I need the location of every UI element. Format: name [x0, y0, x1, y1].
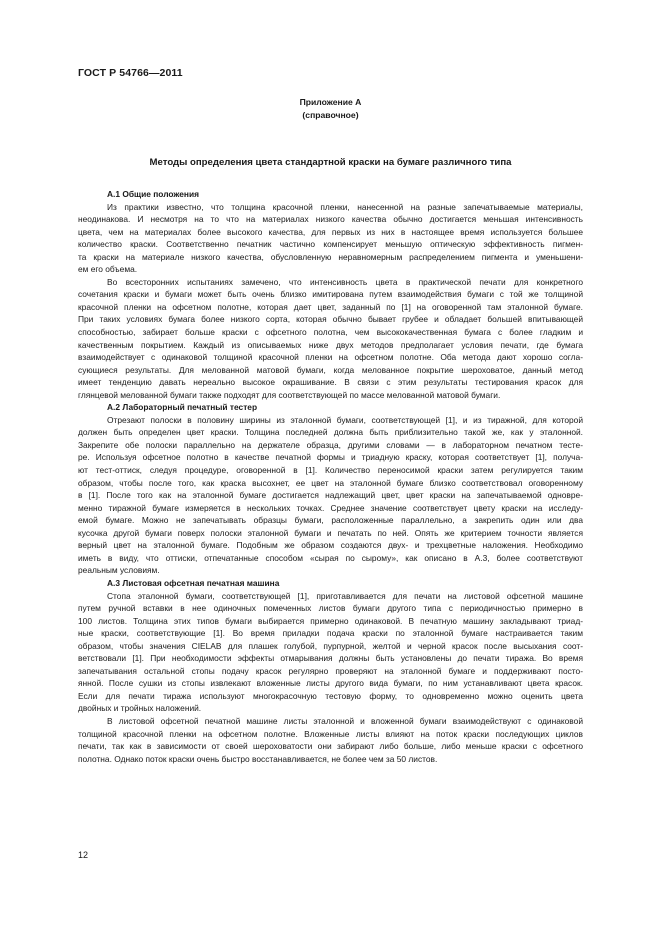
text-line: та краски на материале низкого качества, обусловленную неравномерным распределением пигмента и уменьшени-	[78, 251, 583, 262]
text-line: толщиной красочной пленки на офсетном полотне. Вложенные листы влияют на поток краски последующих циклов	[78, 728, 583, 739]
text-line: кусочка другой бумаги поверх полоски эталонной бумаги и печатать по ней. Опять же критерием точности является	[78, 527, 583, 538]
text-line: При таких условиях бумага более низкого сорта, которая обычно бывает грубее и обладает большей впитывающей	[78, 314, 583, 325]
paragraph	[78, 276, 583, 401]
annex-title: Приложение А	[299, 97, 362, 107]
text-line: путем ручной вставки в нее одиночных помеченных листов бумаги другого типа с периодичностью примерно в	[78, 603, 583, 614]
text-line: количество краски. Соответственно печатник частично компенсирует меньшую оптическую эффективность пигмен-	[78, 239, 583, 250]
text-line: сующиеся результаты. Для мелованной матовой бумаги, когда мелованное покрытие шероховатое, данный метод	[78, 364, 583, 375]
text-line: емой бумаге. Можно не запечатывать образцы бумаги, расположенные параллельно, а закрепить один или два	[78, 515, 583, 526]
text-line: Закрепите обе полоски параллельно на держателе образца, другими словами — в лабораторном печатном тесте-	[78, 439, 583, 450]
text-line: имеет тенденцию давать нереально высокое окрашивание. В связи с этим результаты тестирования красок для	[78, 377, 583, 388]
text-line: Из практики известно, что толщина красочной пленки, нанесенной на разные запечатываемые материалы,	[107, 201, 583, 212]
section-heading: А.3 Листовая офсетная печатная машина	[107, 577, 280, 588]
text-line: Отрезают полоски в половину ширины из эталонной бумаги, соответствующей [1], и из тиражной, для которой	[107, 414, 583, 425]
text-line: способностью, забирает больше краски с офсетного полотна, чем высококачественная бумага с более гладким и	[78, 327, 583, 338]
text-line: красочной пленки на офсетном полотне, которая дает цвет, заданный по [1] на оговоренной там эталонной бумаге.	[78, 301, 583, 312]
annex-heading	[78, 96, 583, 122]
text-line: ют тест-оттиск, следуя процедуре, оговоренной в [1]. Количество переносимой краски затем регулируется таким	[78, 465, 583, 476]
text-line: реальным условиям.	[78, 565, 160, 576]
text-line: 100 листов. Толщина этих типов бумаги выбирается примерно одинаковой. В печатную машину закладывают триад-	[78, 615, 583, 626]
text-line: неодинакова. И несмотря на то что на материалах низкого качества обычно достигается меньшая интенсивность	[78, 214, 583, 225]
text-line: ные краски, соответствующие [1]. Во время приладки подача краски по эталонной бумаге настраивается таким	[78, 628, 583, 639]
document-body	[78, 188, 583, 765]
text-line: верный цвет на эталонной бумаге. Подобным же образом создаются двух- и трехцветные наложения. Необходимо	[78, 540, 583, 551]
annex-main-title: Методы определения цвета стандартной краски на бумаге различного типа	[149, 157, 512, 168]
text-line: печати, так как в зависимости от своей шероховатости они забирают либо больше, либо меньше краски с офсетного	[78, 741, 583, 752]
page-number: 12	[78, 850, 89, 860]
text-line: должен быть определен цвет краски. Толщина последней должна быть приблизительно такой же, как у эталонной.	[78, 427, 583, 438]
text-line: цвета, чем на материалах более высокого качества, для первых из них в настоящее время используется большее	[78, 226, 583, 237]
text-line: ем его объема.	[78, 264, 138, 275]
text-line: В листовой офсетной печатной машине листы эталонной и вложенной бумаги взаимодействуют с одинаковой	[107, 715, 583, 726]
text-line: полотна. Однако поток краски очень быстро восстанавливается, не более чем за 50 листов.	[78, 753, 438, 764]
text-line: Если для печати тиража используют многокрасочную тестовую форму, то одновременно можно оценить цвета	[78, 690, 583, 701]
text-line: Стопа эталонной бумаги, соответствующей [1], приготавливается для печати на листовой офсетной машине	[107, 590, 583, 601]
text-line: качественным покрытием. Каждый из описываемых ниже двух методов предполагает условия печати, где бумага	[78, 339, 583, 350]
annex-note: (справочное)	[302, 110, 359, 120]
text-line: глянцевой мелованной бумаги также подходят для соответствующей по массе мелованной матовой бумаги.	[78, 389, 501, 400]
text-line: Во всесторонних испытаниях замечено, что интенсивность цвета в практической печати для конкретного	[107, 276, 583, 287]
text-line: менно тиражной бумаге измеряется в нескольких точках. Среднее значение соответствует цвету краски на исследу-	[78, 502, 583, 513]
text-line: иметь в виду, что оттиски, отпечатанные способом «сырая по сырому», как описано в А.3, более соответствуют	[78, 552, 583, 563]
text-line: янной. После сушки из стопы извлекают вложенные листы другого вида бумаги, по ним устанавливают цвета красок.	[78, 678, 583, 689]
paragraph	[78, 414, 583, 577]
document-code: ГОСТ Р 54766—2011	[78, 67, 183, 79]
paragraph	[78, 715, 583, 765]
text-line: в [1]. После того как на эталонной бумаге достигается надлежащий цвет, цвет краски на запечатываемой одновре-	[78, 490, 583, 501]
section-heading: А.1 Общие положения	[107, 189, 200, 199]
text-line: сочетания краски и бумаги может быть очень близко имитирована путем взаимодействия бумаги с той же толщиной	[78, 289, 583, 300]
section-heading: А.2 Лабораторный печатный тестер	[107, 402, 258, 413]
text-line: взаимодействует с одинаковой толщиной красочной пленки на офсетном полотне. Оба метода дают хорошо согла-	[78, 352, 583, 363]
paragraph	[78, 201, 583, 276]
text-line: образом, чтобы значения CIELAB для плашек голубой, пурпурной, желтой и черной красок после высыхания соот-	[78, 640, 583, 651]
text-line: образом, чтобы после того, как краска высохнет, ее цвет на эталонной бумаге близко соответствовал оговоренному	[78, 477, 583, 488]
paragraph	[78, 590, 583, 715]
text-line: двойных и тройных наложений.	[78, 703, 202, 714]
text-line: ре. Используя офсетное полотно в качестве печатной формы и триадную краску, которая соответствует [1], получа-	[78, 452, 583, 463]
text-line: ветствовали [1]. При необходимости эффекты отмарывания должны быть установлены до печати тиража. Во время	[78, 653, 583, 664]
text-line: запечатывания остальной стопы подачу красок регулярно проверяют на эталонной бумаге и поддерживают посто-	[78, 665, 583, 676]
